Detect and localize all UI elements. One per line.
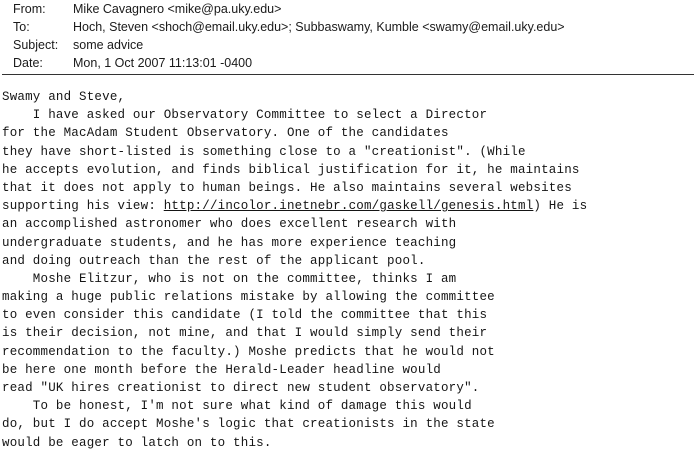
header-divider — [2, 74, 694, 75]
body-line-8: an accomplished astronomer who does excellent research with — [2, 217, 457, 232]
email-body — [2, 88, 696, 452]
to-value: Hoch, Steven <shoch@email.uky.edu>; Subbaswamy, Kumble <swamy@email.uky.edu> — [73, 20, 565, 34]
body-line-9: undergraduate students, and he has more experience teaching — [2, 235, 457, 250]
body-line-15: recommendation to the faculty.) Moshe predicts that he would not — [2, 344, 495, 359]
body-line-2: I have asked our Observatory Committee to select a Director — [2, 108, 488, 123]
body-line-18: To be honest, I'm not sure what kind of damage this would — [2, 399, 472, 414]
body-line-17: read "UK hires creationist to direct new student observatory". — [2, 381, 480, 395]
body-line-7-end: ) He is — [533, 199, 588, 214]
genesis-website-link[interactable]: http://incolor.inetnebr.com/gaskell/genesis.html — [163, 199, 534, 214]
to-label: To: — [13, 20, 30, 34]
from-label: From: — [13, 2, 46, 16]
body-line-14: is their decision, not mine, and that I would simply send their — [2, 326, 488, 341]
from-value: Mike Cavagnero <mike@pa.uky.edu> — [73, 2, 282, 16]
body-line-10: and doing outreach than the rest of the applicant pool. — [2, 253, 426, 268]
body-line-5: he accepts evolution, and finds biblical justification for it, he maintains — [2, 162, 580, 177]
body-line-1: Swamy and Steve, — [2, 90, 126, 104]
body-line-3: for the MacAdam Student Observatory. One of the candidates — [2, 126, 449, 141]
body-line-4: they have short-listed is something close to a "creationist". (While — [2, 144, 526, 159]
body-line-20: would be eager to latch on to this. — [2, 435, 272, 450]
date-label: Date: — [13, 56, 43, 70]
body-line-11: Moshe Elitzur, who is not on the committee, thinks I am — [2, 271, 457, 286]
body-line-12: making a huge public relations mistake by allowing the committee — [2, 290, 495, 305]
body-line-16: be here one month before the Herald-Leader headline would — [2, 362, 441, 377]
subject-label: Subject: — [13, 38, 59, 52]
body-line-7 — [2, 197, 696, 215]
body-line-6: that it does not apply to human beings. He also maintains several websites — [2, 180, 572, 195]
body-line-19: do, but I do accept Moshe's logic that creationists in the state — [2, 417, 495, 432]
body-line-7-start: supporting his view: — [2, 199, 164, 214]
subject-value: some advice — [73, 38, 144, 52]
date-value: Mon, 1 Oct 2007 11:13:01 -0400 — [73, 56, 253, 70]
body-line-13: to even consider this candidate (I told the committee that this — [2, 308, 488, 323]
